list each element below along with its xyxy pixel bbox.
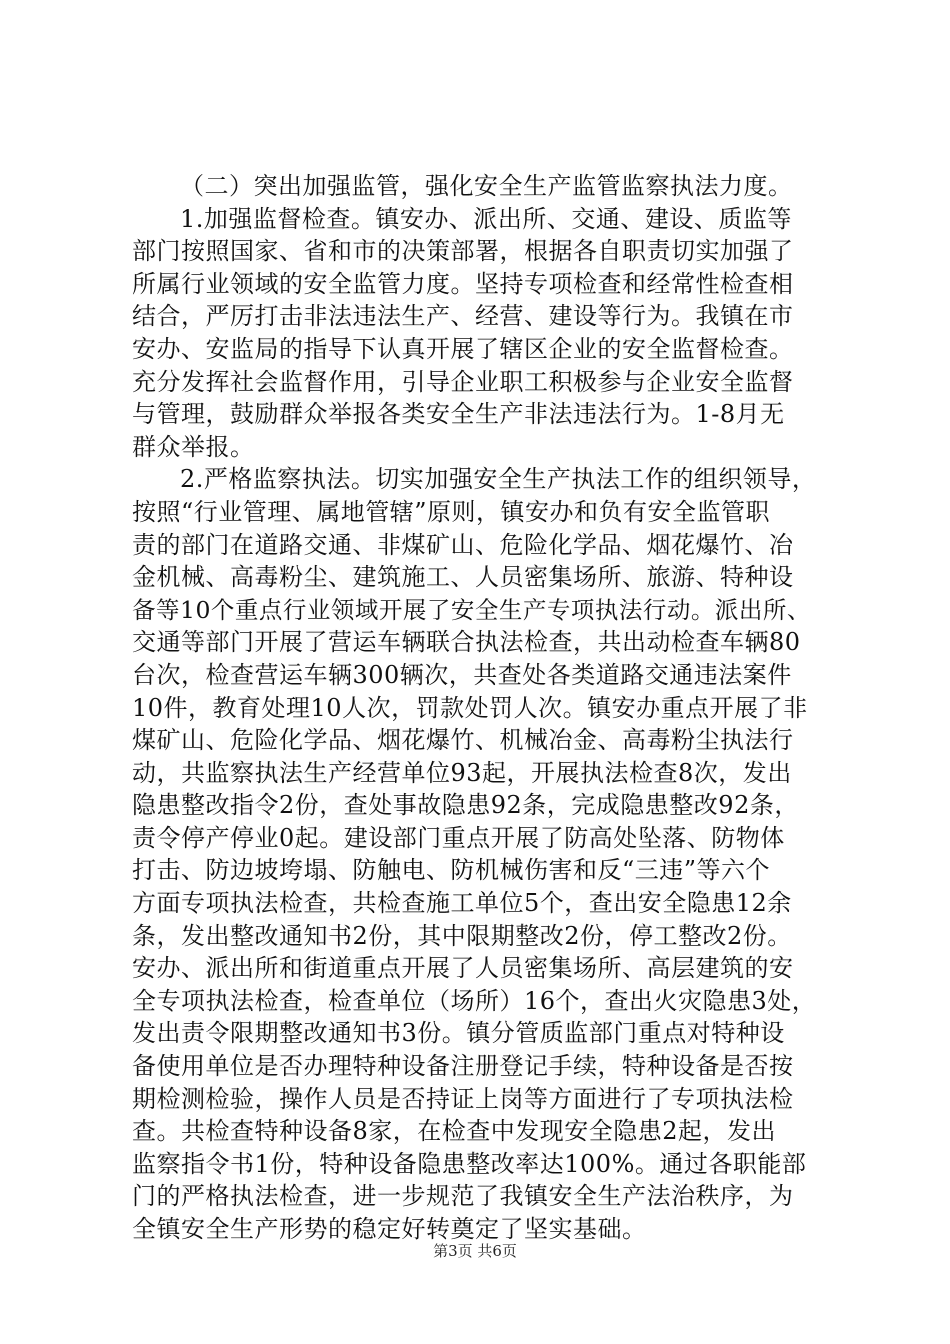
text-line: 10件，教育处理10人次，罚款处罚人次。镇安办重点开展了非 <box>132 693 808 722</box>
text-line: 门的严格执法检查，进一步规范了我镇安全生产法治秩序，为 <box>132 1182 794 1211</box>
text-line: （二）突出加强监管，强化安全生产监管监察执法力度。 <box>180 172 793 200</box>
text-line: 打击、防边坡垮塌、防触电、防机械伤害和反“三违”等六个 <box>132 856 771 885</box>
body-text <box>132 170 822 1246</box>
text-line: 安办、安监局的指导下认真开展了辖区企业的安全监督检查。 <box>132 334 794 363</box>
text-line: 1.加强监督检查。镇安办、派出所、交通、建设、质监等 <box>180 204 792 233</box>
text-line: 查。共检查特种设备8家，在检查中发现安全隐患2起，发出 <box>132 1117 777 1146</box>
text-line: 全专项执法检查，检查单位（场所）16个，查出火灾隐患3处， <box>132 986 817 1015</box>
text-line: 发出责令限期整改通知书3份。镇分管质监部门重点对特种设 <box>132 1019 785 1048</box>
text-line: 方面专项执法检查，共检查施工单位5个，查出安全隐患12余 <box>132 889 792 918</box>
text-line: 责令停产停业0起。建设部门重点开展了防高处坠落、防物体 <box>132 823 785 852</box>
text-line: 按照“行业管理、属地管辖”原则，镇安办和负有安全监管职 <box>132 497 771 526</box>
text-line: 结合，严厉打击非法违法生产、经营、建设等行为。我镇在市 <box>132 302 794 331</box>
text-line: 部门按照国家、省和市的决策部署，根据各自职责切实加强了 <box>132 237 794 266</box>
text-line: 2.严格监察执法。切实加强安全生产执法工作的组织领导， <box>180 465 817 494</box>
text-line: 群众举报。 <box>132 432 255 461</box>
text-line: 煤矿山、危险化学品、烟花爆竹、机械冶金、高毒粉尘执法行 <box>132 726 794 755</box>
text-line: 责的部门在道路交通、非煤矿山、危险化学品、烟花爆竹、冶 <box>132 530 794 559</box>
text-line: 隐患整改指令2份，查处事故隐患92条，完成隐患整改92条， <box>132 791 799 820</box>
text-line: 备使用单位是否办理特种设备注册登记手续，特种设备是否按 <box>132 1052 794 1081</box>
text-line: 金机械、高毒粉尘、建筑施工、人员密集场所、旅游、特种设 <box>132 563 794 592</box>
text-line: 安办、派出所和街道重点开展了人员密集场所、高层建筑的安 <box>132 954 794 983</box>
text-line: 全镇安全生产形势的稳定好转奠定了坚实基础。 <box>132 1215 647 1243</box>
text-line: 交通等部门开展了营运车辆联合执法检查，共出动检查车辆80 <box>132 628 801 657</box>
page-footer: 第3页 共6页 <box>433 1242 517 1260</box>
text-line: 监察指令书1份，特种设备隐患整改率达100%。通过各职能部 <box>132 1149 807 1178</box>
text-line: 期检测检验，操作人员是否持证上岗等方面进行了专项执法检 <box>132 1084 794 1113</box>
text-line: 动，共监察执法生产经营单位93起，开展执法检查8次，发出 <box>132 758 792 787</box>
text-line: 与管理，鼓励群众举报各类安全生产非法违法行为。1-8月无 <box>132 400 785 429</box>
text-line: 备等10个重点行业领域开展了安全生产专项执法行动。派出所、 <box>132 595 811 624</box>
text-line: 条，发出整改通知书2份，其中限期整改2份，停工整改2份。 <box>132 921 792 950</box>
text-line: 所属行业领域的安全监管力度。坚持专项检查和经常性检查相 <box>132 269 794 298</box>
text-line: 台次，检查营运车辆300辆次，共查处各类道路交通违法案件 <box>132 660 792 689</box>
text-line: 充分发挥社会监督作用，引导企业职工积极参与企业安全监督 <box>132 367 794 396</box>
